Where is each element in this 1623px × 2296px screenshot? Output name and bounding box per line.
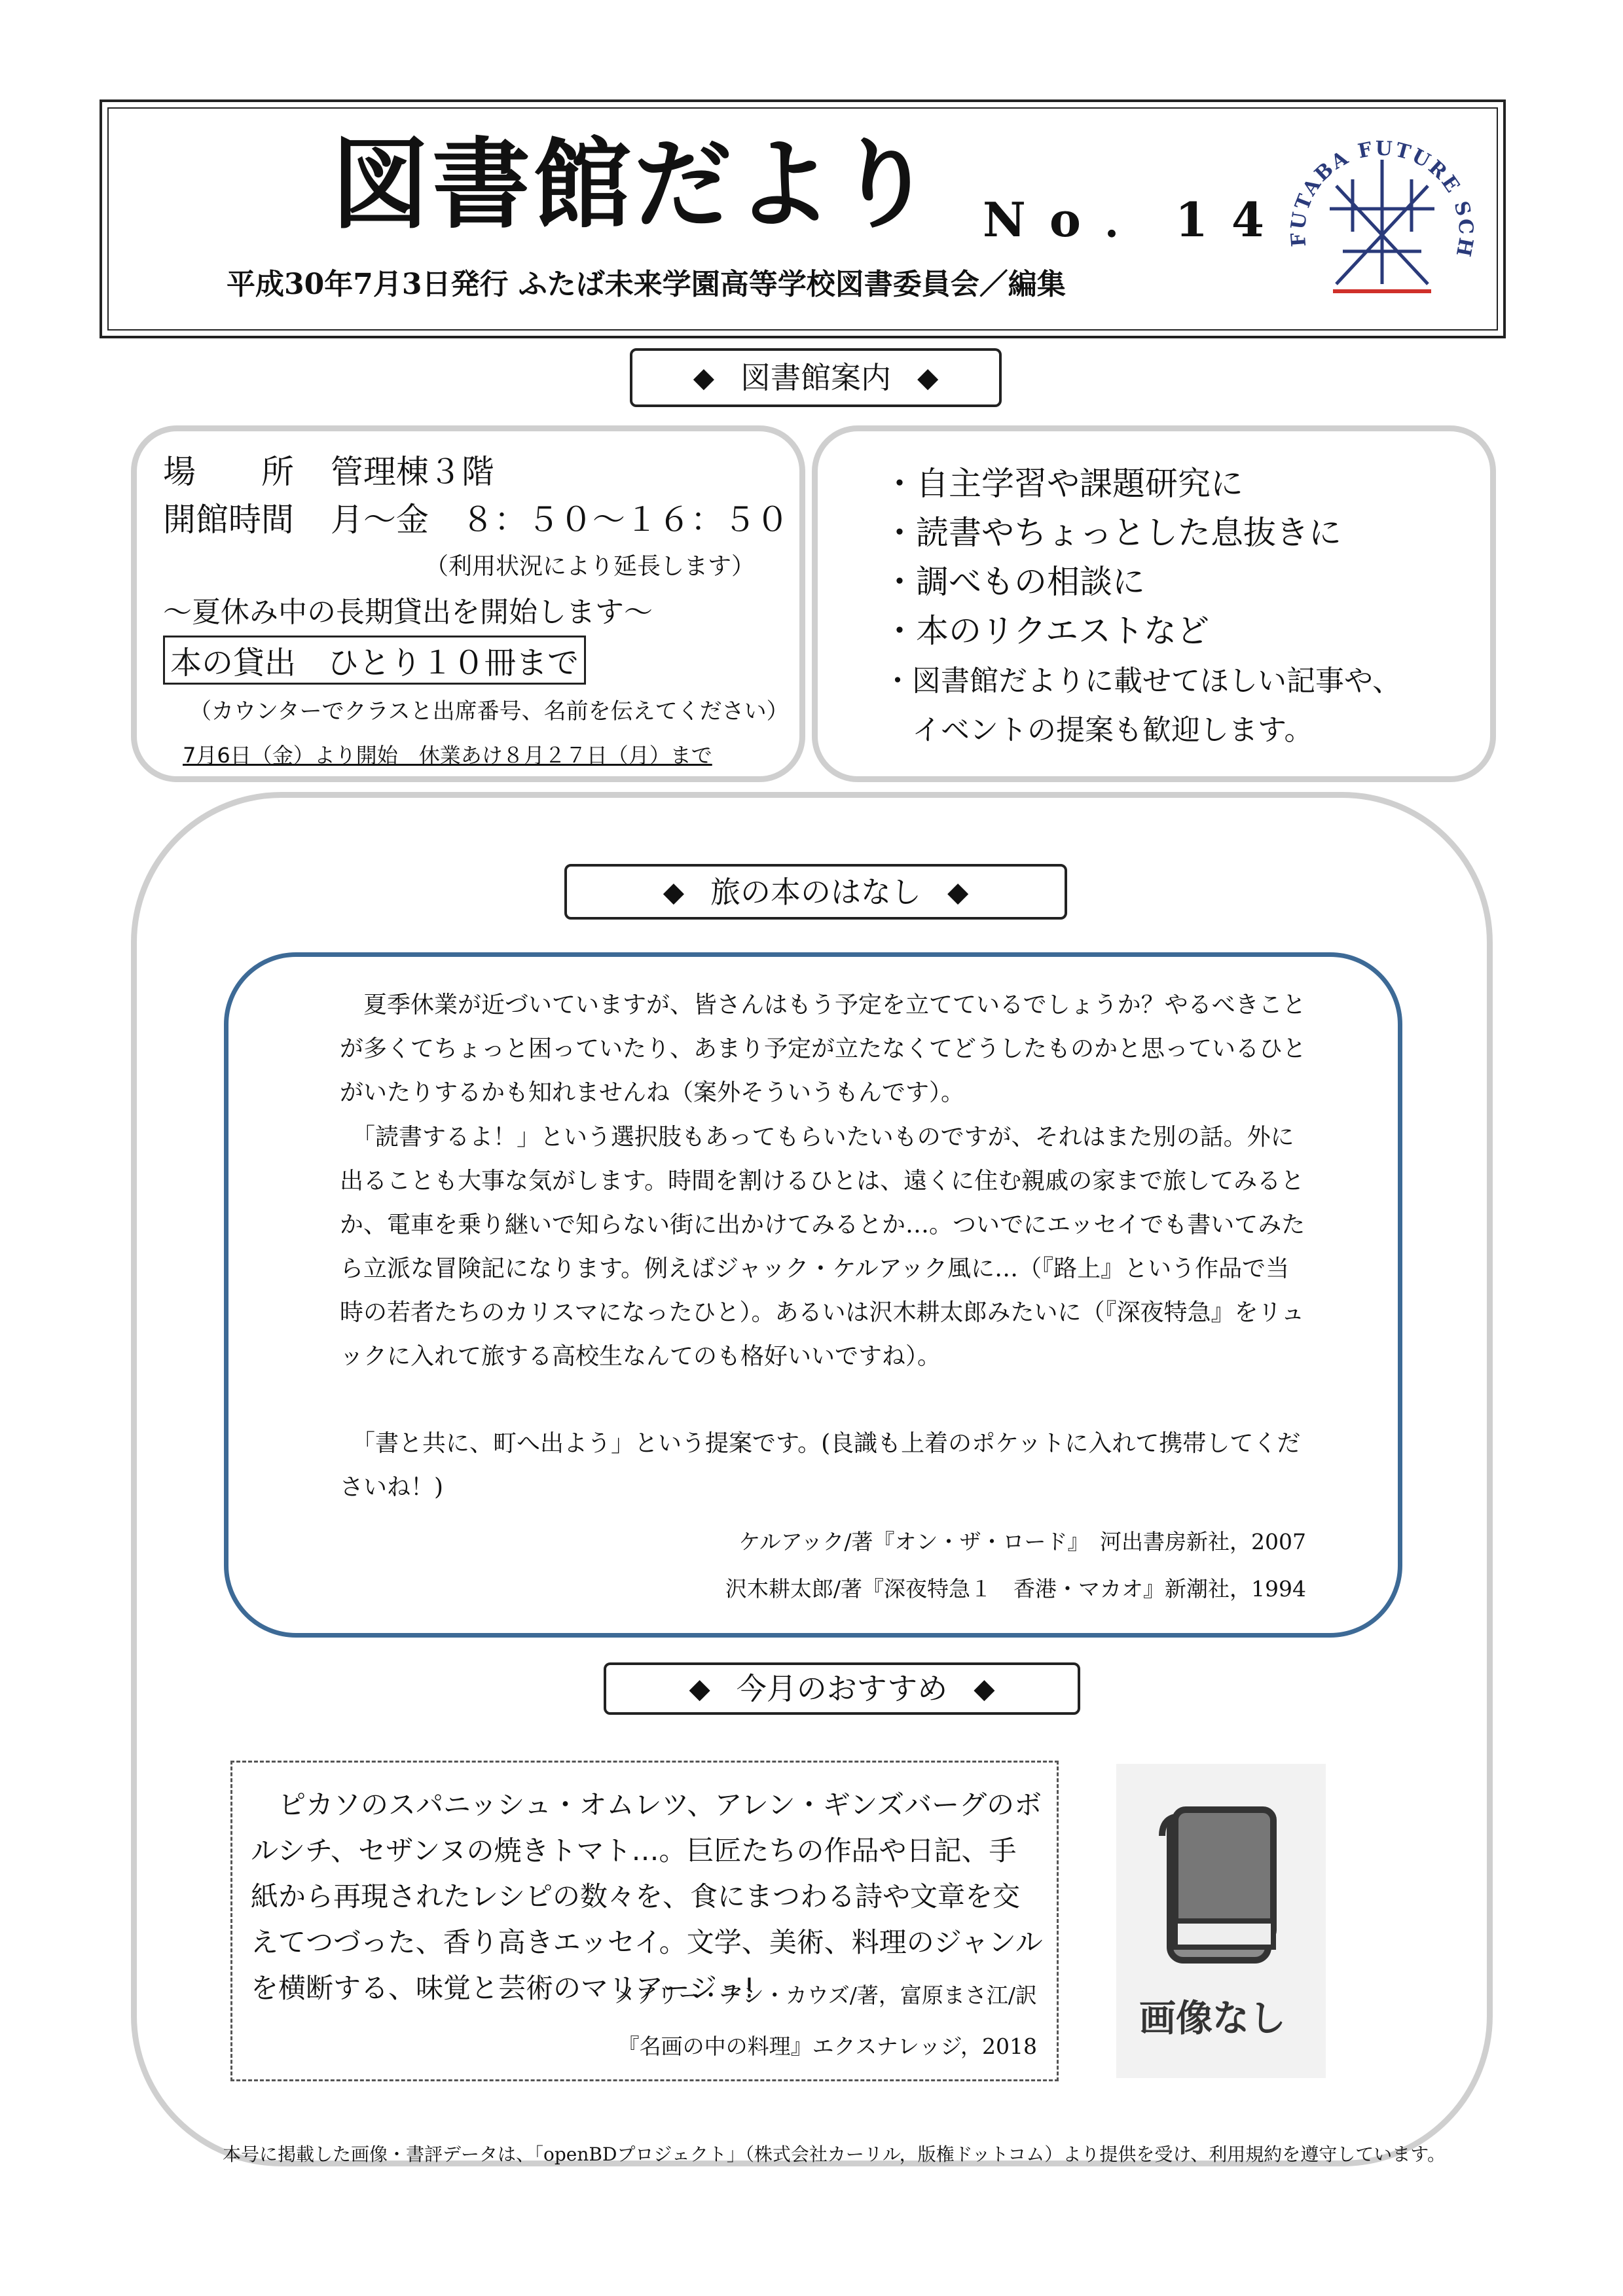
recommend-text: ピカソのスパニッシュ・オムレツ、アレン・ギンズバーグのボルシチ、セザンヌの焼きトマト…。巨匠たちの作品や日記、手紙から再現されたレシピの数々を、食にまつわる詩や文章を交えてつづった、香り高きエッセイ。文学、美術、料理のジャンルを横断する、味覚と芸術のマリアージュ!: [251, 1789, 1043, 2004]
use-item: ・図書館だよりに載せてほしい記事や、: [883, 664, 1402, 698]
hours-label: 開館時間: [163, 501, 294, 539]
article-paragraph: 「読書するよ！」という選択肢もあってもらいたいものですが、それはまた別の話。外に出ることも大事な気がします。時間を割けるひとは、遠くに住む親戚の家まで旅してみるとか、電車を乗り継いで知らない街に出かけてみるとか…。ついでにエッセイでも書いてみたら立派な冒険記になります。例えばジャック・ケルアック風に…（『路上』という作品で当時の若者たちのカリスマになったひと）。あるいは沢木耕太郎みたいに（『深夜特急』をリュックに入れて旅する高校生なんてのも格好いいですね）。: [340, 1124, 1305, 1370]
school-logo: [1274, 120, 1490, 317]
recommend-label-text: 今月のおすすめ: [736, 1671, 948, 1706]
recommend-book: 『名画の中の料理』エクスナレッジ，2018: [617, 2034, 1037, 2059]
diamond-icon: ◆: [693, 361, 714, 393]
place-label: 場 所: [163, 453, 294, 491]
book-reference: 沢木耕太郎/著『深夜特急１ 香港・マカオ』新潮社，1994: [725, 1576, 1306, 1602]
hours-value: 月～金 ８：５０～１６：５０: [330, 501, 789, 539]
library-uses-box: [812, 425, 1496, 782]
use-item: ・読書やちょっとした息抜きに: [883, 514, 1341, 552]
hours-row: [163, 493, 789, 541]
use-item: ・本のリクエストなど: [883, 612, 1209, 650]
footer-credit: 本号に掲載した画像・書評データは、「openBDプロジェクト」（株式会社カーリル，版権ドットコム）より提供を受け、利用規約を遵守しています。: [223, 2144, 1446, 2165]
recommend-label: [604, 1662, 1080, 1715]
recommend-author: メアリー・アン・カウズ/著，富原まさ江/訳: [614, 1982, 1037, 2008]
use-item: イベントの提案も歓迎します。: [883, 713, 1313, 747]
article-paragraph: 「書と共に、町へ出よう」という提案です。(良識も上着のポケットに入れて携帯してくださいね！): [340, 1430, 1301, 1501]
loan-note: （カウンターでクラスと出席番号、名前を伝えてください）: [189, 698, 789, 725]
use-item: ・自主学習や課題研究に: [883, 465, 1243, 503]
loan-period: 7月6日（金）より開始 休業あけ８月２７日（月）まで: [183, 743, 712, 768]
newsletter-title: 図書館だより: [331, 128, 937, 242]
place-row: [163, 446, 494, 493]
travel-books-label-text: 旅の本のはなし: [710, 874, 921, 910]
summer-loan-notice: ～夏休み中の長期貸出を開始します～: [163, 596, 653, 629]
hours-note: （利用状況により延長します）: [425, 553, 756, 580]
newsletter-header: [100, 99, 1506, 338]
travel-article-box: [224, 952, 1402, 1638]
article-paragraph: 夏季休業が近づいていますが、皆さんはもう予定を立てているでしょうか？やるべきことが多くてちょっと困っていたり、あまり予定が立たなくてどうしたものかと思っているひとがいたりするかも知れませんね（案外そういうもんです）。: [340, 992, 1307, 1106]
library-info-box: [131, 425, 805, 782]
svg-text:FUTABA FUTURE SCHOOL: FUTABA FUTURE SCH: [1286, 137, 1478, 260]
header-inner-border: [107, 107, 1498, 331]
library-guide-label: [630, 348, 1002, 407]
issue-number: No．14: [983, 192, 1288, 247]
place-value: 管理棟３階: [330, 453, 494, 491]
diamond-icon: ◆: [689, 1672, 710, 1704]
diamond-icon: ◆: [663, 875, 684, 908]
diamond-icon: ◆: [947, 875, 969, 908]
no-image-placeholder: [1116, 1764, 1326, 2078]
no-image-text: 画像なし: [1139, 1998, 1286, 2040]
book-reference: ケルアック/著『オン・ザ・ロード』 河出書房新社，2007: [739, 1529, 1306, 1554]
recommend-box: [230, 1761, 1059, 2081]
book-icon: [1116, 1790, 1326, 1986]
use-item: ・調べもの相談に: [883, 563, 1145, 601]
library-guide-label-text: 図書館案内: [740, 360, 891, 395]
travel-books-label: [564, 864, 1067, 920]
school-logo-icon: [1274, 120, 1490, 317]
diamond-icon: ◆: [917, 361, 939, 393]
publication-line: 平成30年7月3日発行 ふたば未来学園高等学校図書委員会／編集: [227, 268, 1066, 301]
loan-limit: 本の貸出 ひとり１０冊まで: [163, 636, 586, 685]
diamond-icon: ◆: [974, 1672, 995, 1704]
